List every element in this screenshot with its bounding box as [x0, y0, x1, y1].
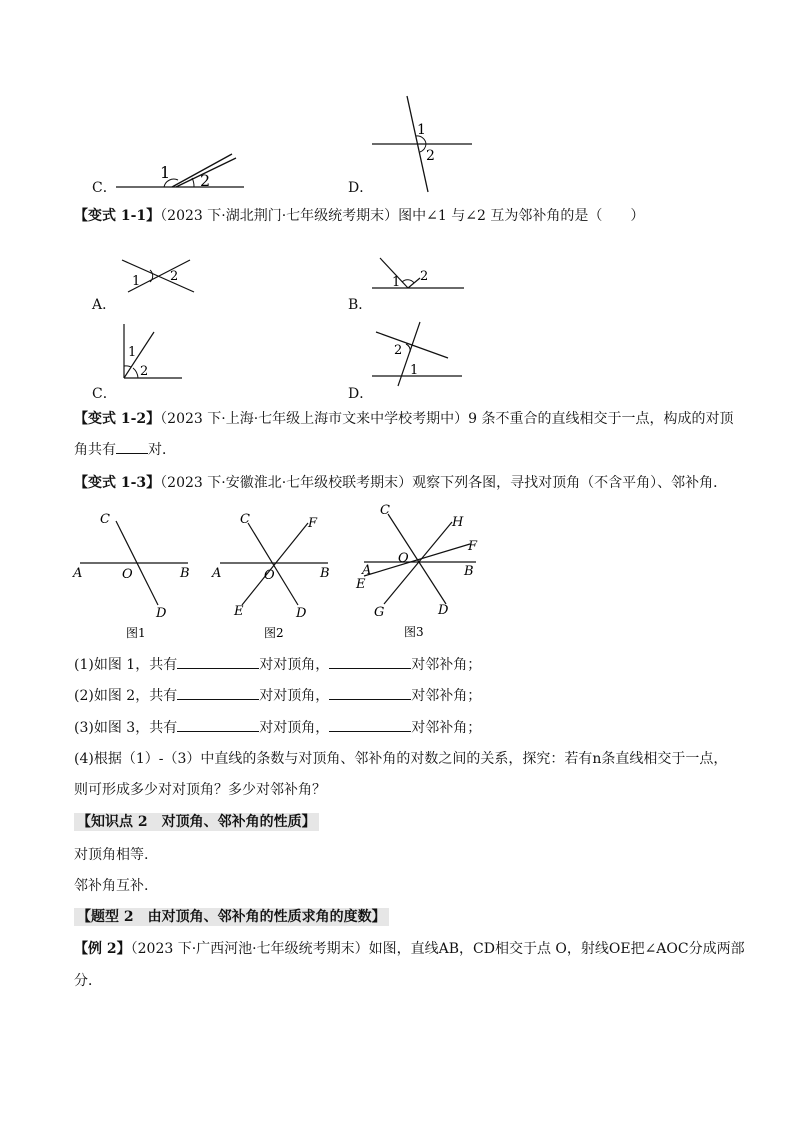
variant-text: （2023 下·安徽淮北·七年级校联考期末）观察下列各图，寻找对顶角（不含平角）、邻补角． [160, 475, 728, 491]
variant-question: 图中∠1 与∠2 互为邻补角的是（ ） [398, 208, 645, 224]
option-c-angle2: 2 [200, 171, 211, 190]
section-title: 【题型 2 由对顶角、邻补角的性质求角的度数】 [74, 908, 389, 926]
v11-option-a-label: A． [92, 297, 117, 313]
v11-c-angle2: 2 [140, 364, 149, 379]
variant-source: （2023 下·湖北荆门·七年级统考期末） [160, 208, 399, 224]
knowledge-point-2 [74, 812, 319, 832]
v11-option-b-label: B． [348, 297, 373, 313]
variant-1-2-line1 [74, 409, 734, 429]
v11-option-c-figure [118, 320, 188, 384]
v11-a-angle1: 1 [132, 274, 141, 289]
option-d-angle2: 2 [426, 148, 435, 164]
sub-question-2: (2)如图 2，共有 对对顶角， 对邻补角； [74, 685, 481, 706]
svg-text:D: D [438, 603, 449, 618]
answer-blank[interactable] [177, 654, 259, 669]
v11-option-d-figure [368, 318, 468, 388]
svg-text:B: B [320, 566, 330, 581]
section-title: 【知识点 2 对顶角、邻补角的性质】 [74, 813, 319, 831]
sub-question-4-line1: (4)根据（1）-（3）中直线的条数与对顶角、邻补角的对数之间的关系，探究：若有n条直线相交于一点， [74, 751, 728, 767]
sub-question-4-line2: 则可形成多少对对顶角？多少对邻补角？ [74, 782, 326, 798]
variant-tag: 【变式 1-2】 [74, 411, 161, 427]
v11-option-a-figure [118, 254, 198, 298]
answer-blank[interactable] [329, 685, 411, 700]
svg-text:F: F [468, 539, 478, 554]
property-2: 邻补角互补. [74, 878, 149, 894]
svg-text:C: C [240, 512, 250, 527]
svg-text:A: A [212, 566, 222, 581]
figure-2-caption: 图2 [264, 626, 284, 640]
answer-blank[interactable] [177, 717, 259, 732]
svg-text:B: B [180, 566, 190, 581]
option-c-angle1: 1 [160, 163, 171, 182]
answer-blank[interactable] [177, 685, 259, 700]
option-d-angle1: 1 [417, 122, 426, 138]
v11-option-b-figure [368, 252, 468, 294]
example-text: （2023 下·广西河池·七年级统考期末）如图，直线AB，CD相交于点 O，射线OE把∠AOC分成两部 [130, 941, 745, 957]
answer-blank[interactable] [329, 717, 411, 732]
variant-text: （2023 下·上海·七年级上海市文来中学校考期中）9 条不重合的直线相交于一点，构成的对顶 [160, 411, 734, 427]
v11-a-angle2: 2 [170, 269, 179, 284]
variant-1-1 [74, 206, 644, 226]
figure-2 [208, 505, 338, 645]
svg-text:O: O [398, 551, 409, 566]
variant-1-2-line2: 角共有 对． [74, 439, 176, 460]
variant-tag: 【变式 1-3】 [74, 475, 161, 491]
svg-text:F: F [308, 516, 318, 531]
answer-blank[interactable] [116, 439, 148, 454]
answer-blank[interactable] [329, 654, 411, 669]
v11-option-c-label: C． [92, 386, 117, 402]
option-d-label: D． [348, 180, 374, 196]
svg-text:A: A [362, 563, 372, 578]
option-c-figure [110, 148, 250, 194]
sub-question-1: (1)如图 1，共有 对对顶角， 对邻补角； [74, 654, 481, 675]
question-type-2 [74, 907, 389, 927]
example-2-line1 [74, 939, 745, 959]
svg-text:D: D [156, 606, 167, 621]
example-2-line2: 分． [74, 973, 102, 989]
svg-text:C: C [380, 503, 390, 518]
figure-1 [70, 505, 196, 645]
svg-text:H: H [452, 515, 464, 530]
svg-text:O: O [264, 568, 275, 583]
option-c-label: C． [92, 180, 117, 196]
figure-3 [352, 500, 486, 645]
variant-tag: 【变式 1-1】 [74, 208, 161, 224]
v11-b-angle2: 2 [420, 269, 429, 284]
svg-text:D: D [296, 606, 307, 621]
svg-text:O: O [122, 567, 133, 582]
figure-1-caption: 图1 [126, 626, 146, 640]
v11-d-angle2: 1 [410, 363, 419, 378]
v11-c-angle1: 1 [128, 345, 137, 360]
svg-text:B: B [464, 564, 474, 579]
v11-option-d-label: D． [348, 386, 374, 402]
figure-3-caption: 图3 [404, 625, 424, 639]
svg-text:E: E [234, 604, 244, 619]
v11-d-angle1: 2 [394, 343, 403, 358]
svg-text:G: G [374, 605, 385, 620]
example-tag: 【例 2】 [74, 941, 131, 957]
svg-text:A: A [73, 566, 83, 581]
svg-text:E: E [356, 577, 366, 592]
v11-b-angle1: 1 [392, 275, 401, 290]
variant-1-3 [74, 473, 727, 493]
option-d-figure [368, 92, 478, 196]
svg-text:C: C [100, 512, 110, 527]
property-1: 对顶角相等. [74, 847, 149, 863]
sub-question-3: (3)如图 3，共有 对对顶角， 对邻补角； [74, 717, 481, 738]
